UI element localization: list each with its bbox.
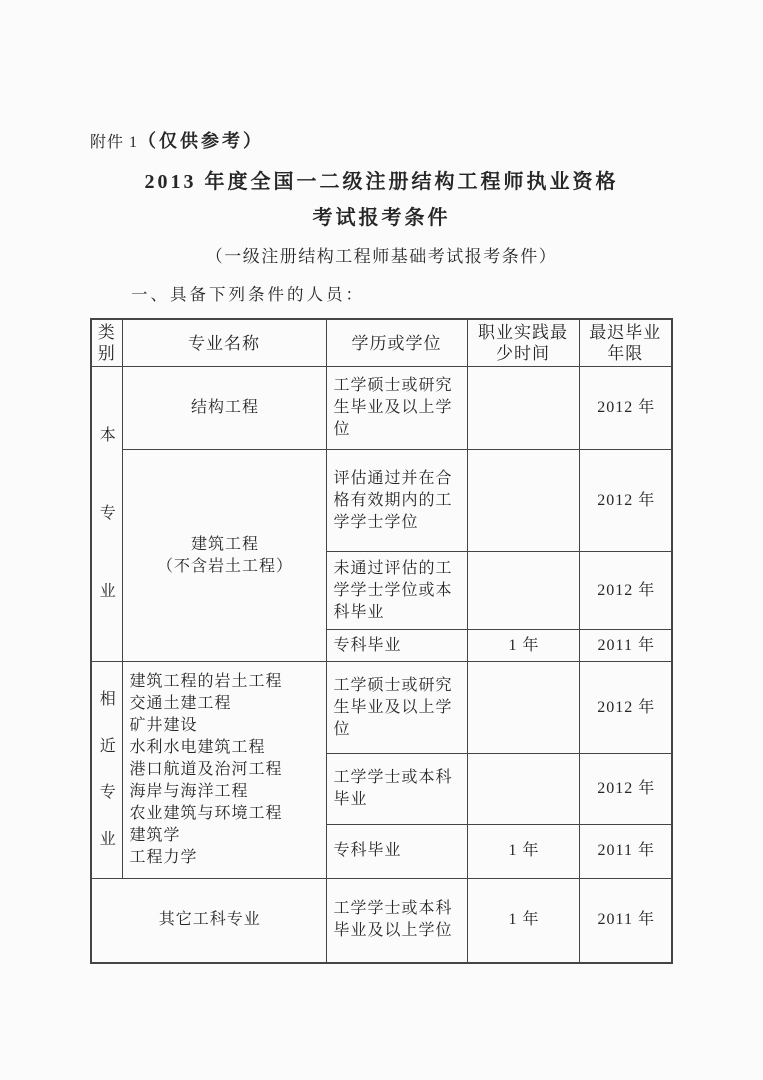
grad-year-cell: 2011 年 — [579, 824, 672, 878]
category-cell-similar-major — [91, 662, 122, 879]
degree-cell: 工学硕士或研究生毕业及以上学位 — [326, 367, 467, 450]
grad-year-cell: 2012 年 — [579, 450, 672, 552]
document-content — [90, 126, 673, 964]
practice-cell — [467, 662, 579, 754]
major-cell-structural: 结构工程 — [122, 367, 326, 450]
practice-cell: 1 年 — [467, 879, 579, 963]
degree-cell: 未通过评估的工学学士学位或本科毕业 — [326, 552, 467, 630]
major-line: 港口航道及治河工程 — [129, 761, 283, 778]
major-line: 建筑工程的岩土工程 — [129, 673, 283, 690]
practice-cell: 1 年 — [467, 630, 579, 662]
attachment-line — [90, 126, 673, 156]
category-cell-own-major — [91, 367, 122, 662]
practice-cell — [467, 754, 579, 824]
section-heading: 一、具备下列条件的人员： — [131, 285, 365, 304]
page-title-line1: 2013 年度全国一二级注册结构工程师执业资格 — [144, 171, 619, 193]
degree-cell: 评估通过并在合格有效期内的工学学士学位 — [326, 450, 467, 552]
practice-cell: 1 年 — [467, 824, 579, 878]
col-header-major: 专业名称 — [122, 319, 326, 367]
grad-year-cell: 2011 年 — [579, 630, 672, 662]
requirements-table — [90, 318, 673, 964]
degree-cell: 专科毕业 — [326, 630, 467, 662]
table-row — [91, 367, 672, 450]
major-line: 农业建筑与环境工程 — [129, 805, 283, 822]
grad-year-cell: 2012 年 — [579, 662, 672, 754]
major-line: 工程力学 — [129, 849, 198, 866]
degree-cell: 工学学士或本科毕业及以上学位 — [326, 879, 467, 963]
major-line: 海岸与海洋工程 — [129, 783, 249, 800]
major-line: 水利水电建筑工程 — [129, 739, 266, 756]
major-line: 建筑工程 — [190, 535, 259, 553]
attachment-note: （仅供参考） — [138, 131, 265, 151]
col-header-category: 类别 — [91, 319, 122, 367]
page-title — [90, 164, 673, 236]
grad-year-cell: 2012 年 — [579, 367, 672, 450]
practice-cell — [467, 552, 579, 630]
major-line: （不含岩土工程） — [156, 557, 293, 575]
major-line: 交通土建工程 — [129, 695, 232, 712]
table-header-row — [91, 319, 672, 367]
table-row — [91, 450, 672, 552]
col-header-degree: 学历或学位 — [326, 319, 467, 367]
major-line: 矿井建设 — [129, 717, 198, 734]
page-title-line2: 考试报考条件 — [312, 207, 451, 229]
degree-cell: 工学学士或本科毕业 — [326, 754, 467, 824]
category-label-similar-major: 相 近 专 业 — [99, 690, 116, 849]
major-cell-similar-list — [122, 662, 326, 879]
major-cell-other: 其它工科专业 — [91, 879, 326, 963]
major-cell-construction — [122, 450, 326, 662]
grad-year-cell: 2011 年 — [579, 879, 672, 963]
grad-year-cell: 2012 年 — [579, 754, 672, 824]
attachment-label: 附件 1 — [90, 134, 139, 151]
degree-cell: 工学硕士或研究生毕业及以上学位 — [326, 662, 467, 754]
major-line: 建筑学 — [129, 827, 181, 844]
practice-cell — [467, 450, 579, 552]
page-subtitle: （一级注册结构工程师基础考试报考条件） — [205, 247, 558, 266]
practice-cell — [467, 367, 579, 450]
col-header-practice: 职业实践最少时间 — [467, 319, 579, 367]
degree-cell: 专科毕业 — [326, 824, 467, 878]
table-row — [91, 879, 672, 963]
table-row — [91, 662, 672, 754]
col-header-grad-year: 最迟毕业年限 — [579, 319, 672, 367]
grad-year-cell: 2012 年 — [579, 552, 672, 630]
category-label-own-major: 本 专 业 — [99, 427, 116, 600]
